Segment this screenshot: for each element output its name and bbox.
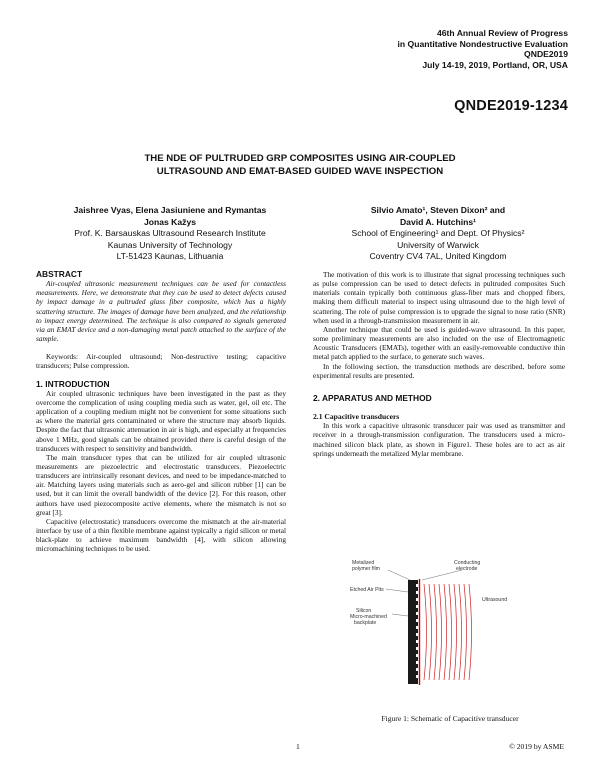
- header-line: QNDE2019: [524, 49, 568, 60]
- label-etched-air-pits: Etched Air Pits: [350, 587, 384, 593]
- introduction-heading: 1. INTRODUCTION: [36, 378, 110, 389]
- header-line: July 14-19, 2019, Portland, OR, USA: [422, 59, 568, 70]
- abstract-heading: ABSTRACT: [36, 269, 83, 279]
- leader-line: [386, 589, 408, 592]
- affiliation: Prof. K. Barsauskas Ultrasound Research Institute: [74, 228, 266, 239]
- wavefront: [444, 584, 447, 680]
- air-pit: [416, 675, 418, 678]
- abstract-text: Air-coupled ultrasonic measurement techniques can be used for contactless measurements. Here, we demonstrate that they can be used to detect defects caused by impact damage in a pultruded glass fiber composite, which has a highly scattering structure. The images of damage have been analyzed, and the relationship to impact energy determined. The technique is also compared to signals generated via an EMAT device and a non-damaging metal patch attached to the surface of the sample.: [36, 279, 286, 344]
- header-line: in Quantitative Nondestructive Evaluation: [397, 38, 568, 49]
- copyright: © 2019 by ASME: [509, 742, 564, 751]
- figure-caption: Figure 1: Schematic of Capacitive transducer: [381, 714, 519, 723]
- air-pit: [416, 640, 418, 643]
- conference-header: [398, 28, 568, 70]
- ultrasound-wavefronts: [424, 584, 472, 680]
- authors-right: [328, 205, 548, 263]
- leader-line: [422, 570, 462, 580]
- label-line: electrode: [456, 566, 478, 572]
- authors-left: [60, 205, 280, 263]
- author-names: Jonas Kažys: [143, 216, 197, 227]
- wavefront: [454, 584, 457, 680]
- wavefront: [434, 584, 437, 680]
- paragraph: The motivation of this work is to illustrate that signal processing techniques such as pulse compression can be used to detect defects in pultruded composites Such materials contain typically both continuous glass-fiber mats and chopped fibers, making them difficult material to inspect using ultrasound due to the high level of scattering. The role of pulse compression is to upgrade the signal to nose ratio (SNR) when used in a through-transmission measurement in air.: [313, 270, 565, 325]
- paragraph: Capacitive (electrostatic) transducers overcome the mismatch at the air-material interface by use of a thin flexible membrane against typically a rigid silicon or metal black-plate to achieve maximum bandwidth [4], with silicon allowing micromachining techniques to be used.: [36, 516, 286, 554]
- header-line: 46th Annual Review of Progress: [436, 28, 568, 38]
- label-silicon-backplate: [350, 608, 387, 626]
- label-ultrasound: Ultrasound: [482, 597, 508, 603]
- paragraph: Air coupled ultrasonic techniques have been investigated in the past as they overcome the complication of using coupling media such as water, gel, oil etc. The application of a coupling medium might not be convenient for some situations such as where the material gets contaminated or where the structure may absorb liquids. Despite the fact that ultrasonic attenuation in air is high, and especially at frequencies above 1 MHz, good signals can be obtained provided there is careful design of the transducers with respect to sensitivity and bandwidth.: [36, 388, 286, 453]
- wavefront: [439, 584, 442, 680]
- air-pit: [416, 619, 418, 622]
- leader-line: [392, 614, 408, 616]
- air-pit: [416, 598, 418, 601]
- paragraph: Another technique that could be used is guided-wave ultrasound. In this paper, some preliminary measurements are also included on the use of Electromagnetic Acoustic Transducers (EMATs), together with an easily-removeable conductive thin metal patch applied to the surface, to generate such waves.: [313, 324, 565, 362]
- air-pit: [416, 647, 418, 650]
- left-column: [36, 270, 286, 554]
- affiliation: Coventry CV4 7AL, United Kingdom: [369, 251, 507, 262]
- paragraph: In this work a capacitive ultrasonic transducer pair was used as transmitter and receiver in a through-transmission configuration. The transducers used a micro-machined silicon black plate, as shown in Figure1. These holes are to act as air springs underneath the metalized Mylar membrane.: [313, 421, 565, 458]
- subsection-2-1-heading: 2.1 Capacitive transducers: [313, 412, 400, 422]
- label-line: Metalized: [352, 560, 375, 566]
- paper-title: [40, 153, 560, 178]
- label-line: polymer film: [352, 566, 380, 572]
- air-pit: [416, 626, 418, 629]
- paragraph: In the following section, the transduction methods are described, before some experimental results are presented.: [313, 361, 565, 380]
- wavefront: [424, 584, 427, 680]
- label-line: backplate: [354, 620, 377, 626]
- figure-1: [350, 558, 550, 723]
- label-line: Micro-machined: [350, 614, 387, 620]
- air-pit: [416, 591, 418, 594]
- air-pit: [416, 633, 418, 636]
- wavefront: [469, 584, 472, 680]
- page-number: 1: [296, 742, 300, 751]
- wavefront: [459, 584, 462, 680]
- author-names: Jaishree Vyas, Elena Jasiuniene and Rymantas: [73, 205, 267, 215]
- right-column: [313, 270, 565, 458]
- affiliation: University of Warwick: [397, 239, 479, 250]
- author-names: David A. Hutchins¹: [399, 216, 477, 227]
- air-pit: [416, 654, 418, 657]
- air-pit: [416, 584, 418, 587]
- label-conducting-electrode: [454, 560, 480, 572]
- capacitive-transducer-schematic: [350, 558, 550, 712]
- label-metalized-film: [352, 560, 380, 572]
- keywords: Keywords: Air-coupled ultrasound; Non-destructive testing; capacitive transducers; Pulse compression.: [36, 352, 286, 371]
- affiliation: School of Engineering¹ and Dept. Of Physics²: [351, 228, 525, 239]
- paragraph: The main transducer types that can be utilized for air coupled ultrasonic measurements are piezoelectric and electrostatic transducers. Piezoelectric transducers are intrinsically resonant devices, and need to be impedance-matched to air. Matching layers using materials such as aero-gel and silicon rubber [1] can be used, but it can limit the overall bandwidth of the device [2]. For this reason, other authors have used piezocomposite active elements, where the mismatch is not so great [3].: [36, 452, 286, 517]
- affiliation: LT-51423 Kaunas, Lithuania: [116, 251, 224, 262]
- wavefront: [449, 584, 452, 680]
- wavefront: [429, 584, 432, 680]
- title-line: THE NDE OF PULTRUDED GRP COMPOSITES USING AIR-COUPLED: [144, 153, 456, 164]
- section-2-heading: 2. APPARATUS AND METHOD: [313, 392, 432, 403]
- air-pit: [416, 668, 418, 671]
- air-pit: [416, 661, 418, 664]
- air-pit: [416, 612, 418, 615]
- leader-line: [388, 570, 410, 580]
- paper-id: QNDE2019-1234: [454, 98, 568, 114]
- label-line: Conducting: [454, 560, 481, 566]
- title-line: ULTRASOUND AND EMAT-BASED GUIDED WAVE INSPECTION: [156, 165, 444, 177]
- wavefront: [464, 584, 467, 680]
- author-names: Silvio Amato¹, Steven Dixon² and: [370, 205, 506, 215]
- label-line: Silicon: [356, 608, 372, 614]
- affiliation: Kaunas University of Technology: [107, 239, 233, 250]
- air-pit: [416, 605, 418, 608]
